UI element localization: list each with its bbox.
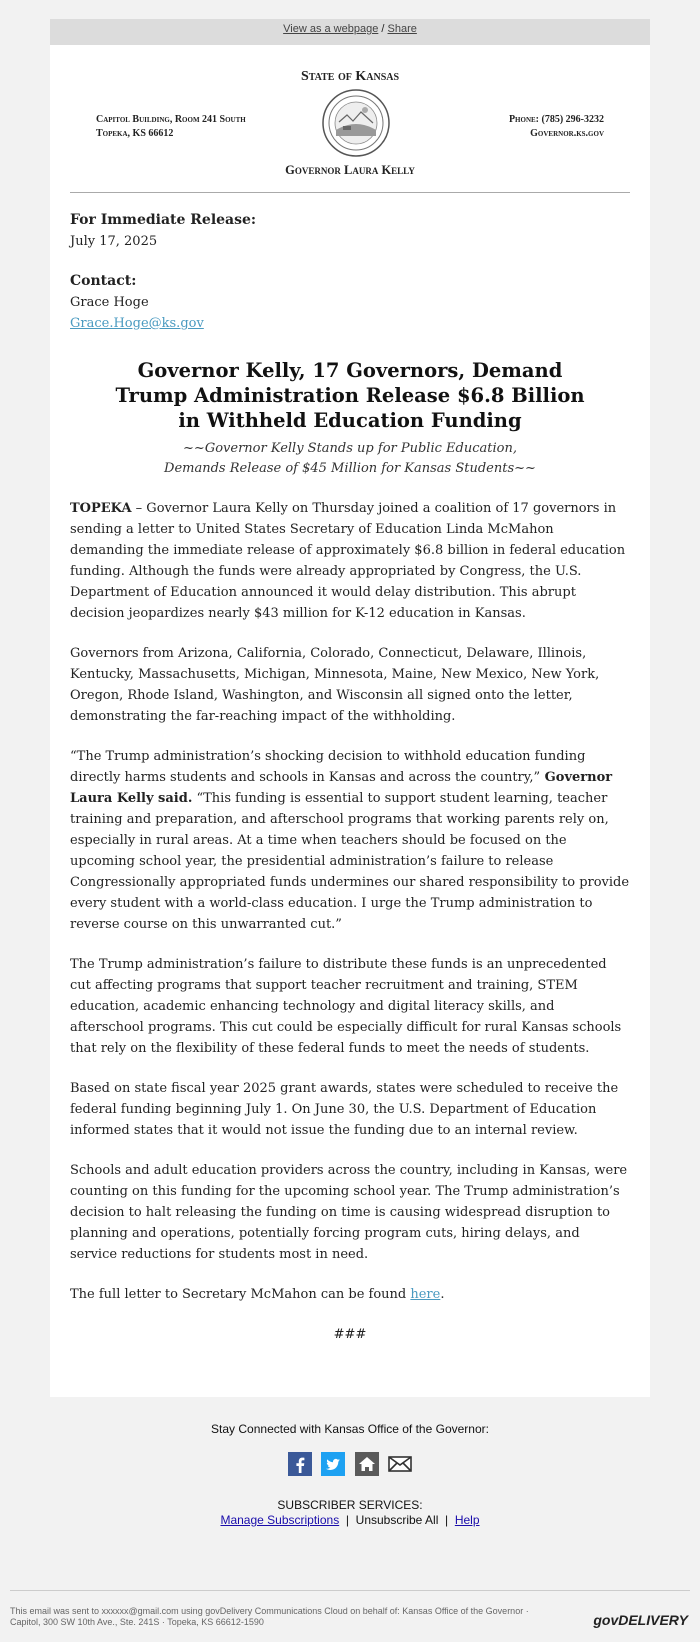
subheadline-2: Demands Release of $45 Million for Kansas Students~~: [164, 461, 536, 476]
press-release-card: [50, 45, 650, 1397]
headline: [70, 358, 630, 433]
state-title: State of Kansas: [300, 69, 400, 84]
email-footer: [0, 1400, 700, 1528]
quote-part-1: “The Trump administration’s shocking decision to withhold education funding directly harms students and schools in Kansas and across the country,”: [70, 749, 586, 785]
letter-text: The full letter to Secretary McMahon can be found: [70, 1287, 411, 1302]
email-icon[interactable]: [388, 1452, 412, 1476]
separator: |: [345, 1513, 349, 1527]
release-label: For Immediate Release:: [70, 212, 257, 228]
help-link[interactable]: Help: [454, 1513, 480, 1527]
release-meta: [70, 210, 630, 334]
subscriber-services: [0, 1498, 700, 1528]
stay-connected-text: Stay Connected with Kansas Office of the Governor:: [211, 1422, 489, 1436]
share-link[interactable]: Share: [387, 23, 417, 35]
headline-line-3: in Withheld Education Funding: [178, 409, 522, 432]
subheadline-1: ~~Governor Kelly Stands up for Public Education,: [183, 441, 517, 456]
release-content: [70, 210, 630, 1364]
paragraph-3: [70, 746, 630, 935]
letterhead: [50, 45, 650, 195]
paragraph-4: The Trump administration’s failure to distribute these funds is an unprecedented cut affecting programs that support teacher recruitment and training, STEM education, academic enhancing technology and digital literacy skills, and afterschool programs. This cut could be especially difficult for rural Kansas schools that rely on the flexibility of these federal funds to meet the needs of students.: [70, 957, 622, 1056]
fine-print-line-2: Capitol, 300 SW 10th Ave., Ste. 241S · Topeka, KS 66612-1590: [10, 1617, 264, 1627]
subscriber-services-title: SUBSCRIBER SERVICES:: [277, 1498, 423, 1512]
headline-line-2: Trump Administration Release $6.8 Billion: [115, 384, 585, 407]
fine-print: [10, 1606, 570, 1628]
fine-print-line-1: This email was sent to xxxxxx@gmail.com using govDelivery Communications Cloud on behalf of: Kansas Office of the Governor ·: [10, 1606, 529, 1616]
contact-email-link[interactable]: Grace.Hoge@ks.gov: [70, 316, 204, 331]
topbar-separator: /: [381, 23, 385, 35]
release-body: [70, 498, 630, 1345]
paragraph-2: Governors from Arizona, California, Colorado, Connecticut, Delaware, Illinois, Kentucky, Massachusetts, Michigan, Minnesota, Maine, New Mexico, New York, Oregon, Rhode Island, Washington, and Wisconsin all signed onto the letter, demonstrating the far-reaching impact of the withholding.: [70, 646, 600, 724]
paragraph-1-text: – Governor Laura Kelly on Thursday joined a coalition of 17 governors in sending a letter to United States Secretary of Education Linda McMahon demanding the immediate release of approximately $6.8 billion in federal education funding. Although the funds were already appropriated by Congress, the U.S. Department of Education announced it would delay distribution. This abrupt decision jeopardizes nearly $43 million for K-12 education in Kansas.: [70, 501, 626, 621]
quote-attribution: Governor Laura Kelly said.: [70, 770, 613, 806]
quote-part-2: “This funding is essential to support student learning, teacher training and preparation, and afterschool programs that working parents rely on, especially in rural areas. At a time when teachers should be focused on the upcoming school year, the presidential administration’s failure to release Congressionally appropriated funds undermines our shared responsibility to provide every student with a world-class education. I urge the Trump administration to reverse course on this unwarranted cut.”: [70, 791, 630, 932]
state-seal-icon: [321, 88, 391, 158]
facebook-icon[interactable]: [288, 1452, 312, 1476]
letter-here-link[interactable]: here: [410, 1287, 441, 1302]
office-phone: Phone: (785) 296-3232: [508, 114, 604, 125]
address-line-1: Capitol Building, Room 241 South: [96, 114, 246, 125]
subscriber-links: [0, 1513, 700, 1528]
view-webpage-link[interactable]: View as a webpage: [283, 23, 379, 35]
letter-period: .: [440, 1287, 445, 1302]
footer-divider: [10, 1590, 690, 1591]
office-address: [96, 113, 246, 141]
office-website: Governor.ks.gov: [530, 128, 604, 139]
paragraph-7: [70, 1284, 630, 1305]
manage-subscriptions-link[interactable]: Manage Subscriptions: [220, 1513, 340, 1527]
twitter-icon[interactable]: [321, 1452, 345, 1476]
release-date: July 17, 2025: [70, 234, 158, 249]
office-contact: [509, 113, 604, 141]
govdelivery-logo: govDELIVERY: [593, 1612, 688, 1628]
headline-line-1: Governor Kelly, 17 Governors, Demand: [137, 359, 563, 382]
paragraph-6: Schools and adult education providers across the country, including in Kansas, were counting on this funding for the upcoming school year. The Trump administration’s decision to halt releasing the funding on time is causing widespread disruption to planning and operations, potentially forcing program cuts, hiring delays, and service reductions for students most in need.: [70, 1163, 628, 1262]
social-icons: [0, 1452, 700, 1478]
contact-name: Grace Hoge: [70, 295, 149, 310]
meta-spacer: [70, 252, 630, 271]
contact-label: Contact:: [70, 273, 137, 289]
unsubscribe-all-link[interactable]: Unsubscribe All: [355, 1513, 439, 1527]
view-webpage-bar: [50, 19, 650, 45]
address-line-2: Topeka, KS 66612: [96, 128, 174, 139]
home-icon[interactable]: [355, 1452, 379, 1476]
separator: |: [445, 1513, 449, 1527]
paragraph-5: Based on state fiscal year 2025 grant awards, states were scheduled to receive the federal funding beginning July 1. On June 30, the U.S. Department of Education informed states that it would not issue the funding due to an internal review.: [70, 1081, 619, 1138]
governor-name: Governor Laura Kelly: [285, 163, 415, 177]
end-marks: ###: [333, 1327, 367, 1342]
dateline: TOPEKA: [70, 501, 132, 516]
paragraph-1: [70, 498, 630, 624]
letterhead-divider: [70, 192, 630, 193]
